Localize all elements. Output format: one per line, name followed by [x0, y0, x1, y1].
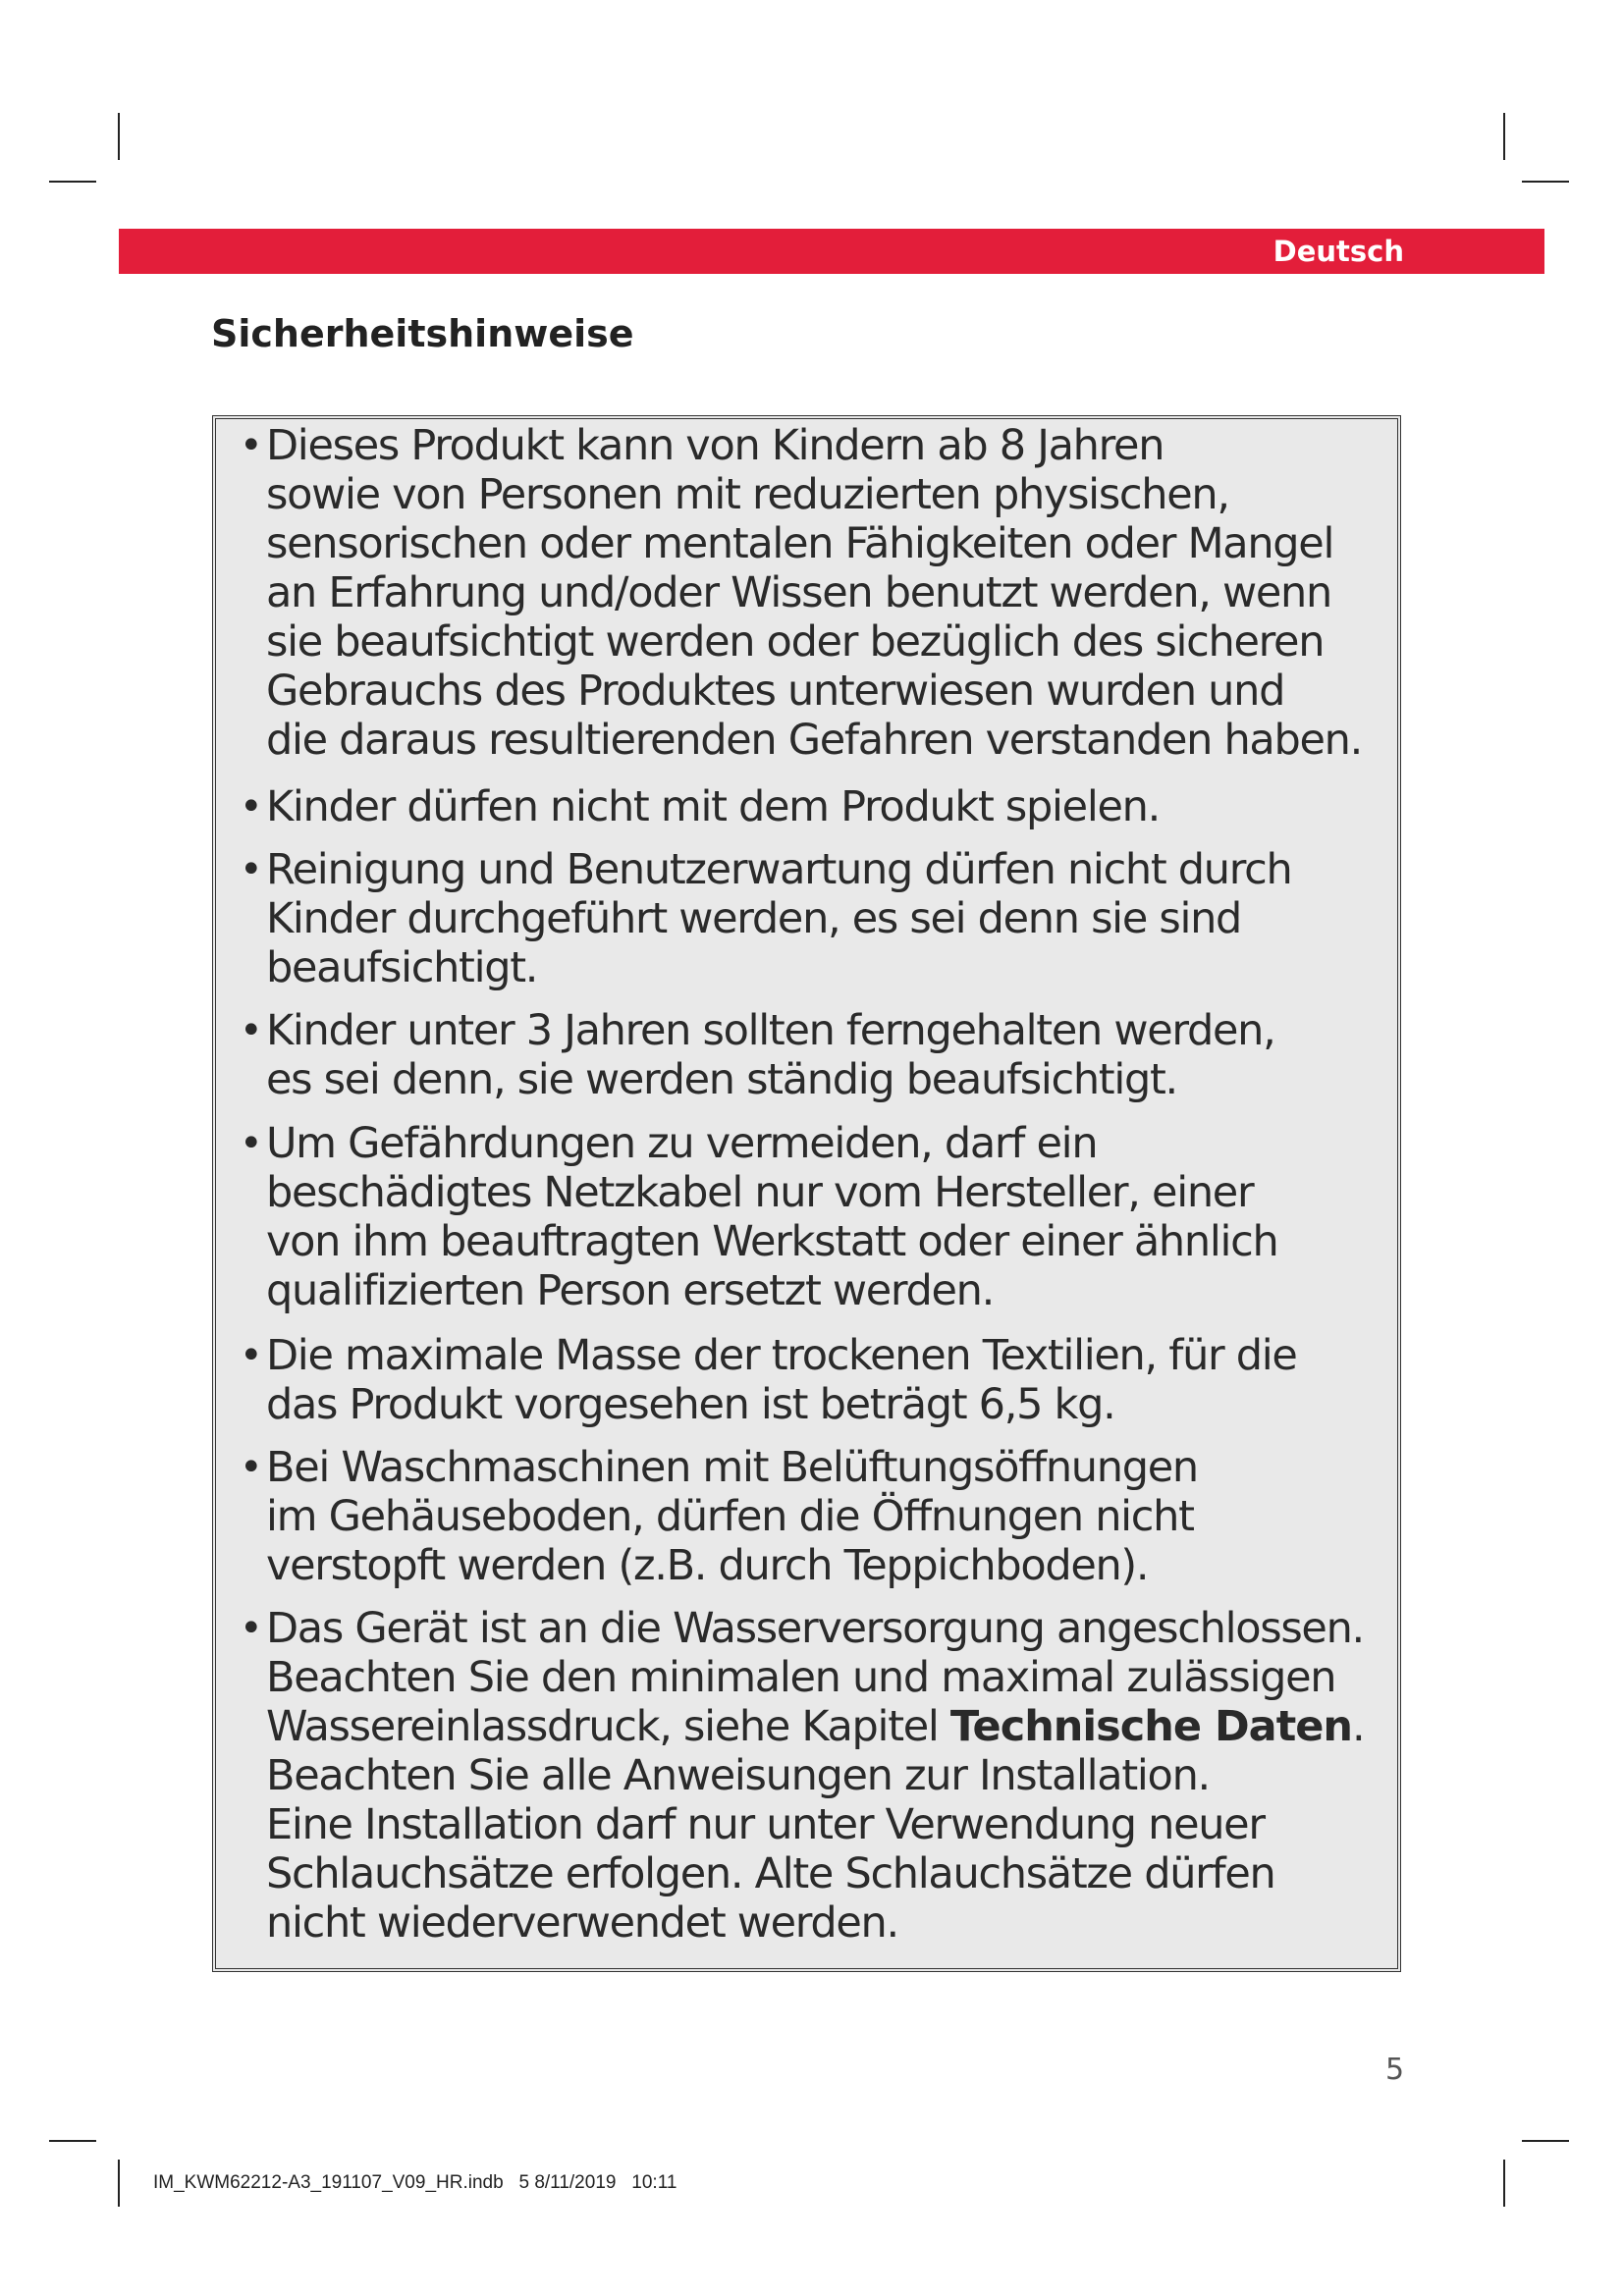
warning-line: Reinigung und Benutzerwartung dürfen nicht durch — [266, 845, 1292, 894]
bullet-icon: • — [240, 784, 262, 829]
bullet-icon: • — [240, 1008, 262, 1053]
warning-line: beaufsichtigt. — [266, 943, 538, 992]
bullet-icon: • — [240, 1606, 262, 1651]
warning-line: im Gehäuseboden, dürfen die Öffnungen nicht — [266, 1492, 1194, 1541]
warning-line: Gebrauchs des Produktes unterwiesen wurden und — [266, 667, 1285, 716]
warning-line: Kinder unter 3 Jahren sollten ferngehalten werden, — [266, 1006, 1275, 1055]
print-slug: IM_KWM62212-A3_191107_V09_HR.indb 5 8/11/2019 10:11 — [153, 2172, 677, 2193]
warning-line: an Erfahrung und/oder Wissen benutzt werden, wenn — [266, 568, 1331, 617]
bullet-icon: • — [240, 1445, 262, 1490]
crop-mark-bottom-left-horizontal — [49, 2140, 96, 2142]
crop-mark-top-left-horizontal — [49, 181, 96, 183]
crop-mark-top-right-horizontal — [1522, 181, 1569, 183]
warning-line: Eine Installation darf nur unter Verwendung neuer — [266, 1800, 1265, 1849]
technical-data-reference: Technische Daten — [949, 1702, 1353, 1751]
warning-line: die daraus resultierenden Gefahren verstanden haben. — [266, 716, 1362, 765]
warning-line: nicht wiederverwendet werden. — [266, 1898, 898, 1948]
warning-line: Schlauchsätze erfolgen. Alte Schlauchsätze dürfen — [266, 1849, 1275, 1898]
warning-line — [266, 1702, 1364, 1751]
crop-mark-bottom-right-horizontal — [1522, 2140, 1569, 2142]
warning-line: Bei Waschmaschinen mit Belüftungsöffnungen — [266, 1443, 1198, 1492]
bullet-icon: • — [240, 1333, 262, 1378]
crop-mark-top-right-vertical — [1503, 113, 1505, 160]
warning-line: beschädigtes Netzkabel nur vom Hersteller, einer — [266, 1168, 1254, 1217]
warning-line-text: . — [1352, 1702, 1365, 1751]
bullet-icon: • — [240, 1121, 262, 1166]
bullet-icon: • — [240, 847, 262, 892]
warning-line-text: Wassereinlassdruck, siehe Kapitel — [266, 1702, 950, 1751]
warning-line: sie beaufsichtigt werden oder bezüglich des sicheren — [266, 617, 1325, 667]
crop-mark-bottom-left-vertical — [118, 2160, 120, 2207]
warning-line: Das Gerät ist an die Wasserversorgung angeschlossen. — [266, 1604, 1364, 1653]
warning-line: Beachten Sie alle Anweisungen zur Installation. — [266, 1751, 1210, 1800]
warning-line: qualifizierten Person ersetzt werden. — [266, 1266, 994, 1315]
warning-line: sensorischen oder mentalen Fähigkeiten oder Mangel — [266, 519, 1334, 568]
warning-line: es sei denn, sie werden ständig beaufsichtigt. — [266, 1055, 1177, 1104]
language-header-bar — [119, 229, 1544, 274]
safety-warnings-box — [212, 415, 1401, 1972]
warning-line: verstopft werden (z.B. durch Teppichboden). — [266, 1541, 1149, 1590]
language-label: Deutsch — [1272, 235, 1404, 268]
section-title: Sicherheitshinweise — [211, 312, 634, 355]
crop-mark-top-left-vertical — [118, 113, 120, 160]
warning-line: sowie von Personen mit reduzierten physischen, — [266, 470, 1229, 519]
warning-line: das Produkt vorgesehen ist beträgt 6,5 kg. — [266, 1380, 1115, 1429]
warning-line: Kinder dürfen nicht mit dem Produkt spielen. — [266, 782, 1160, 831]
page-number: 5 — [1385, 2053, 1405, 2087]
warning-line: Um Gefährdungen zu vermeiden, darf ein — [266, 1119, 1098, 1168]
warning-line: Kinder durchgeführt werden, es sei denn sie sind — [266, 894, 1242, 943]
bullet-icon: • — [240, 423, 262, 468]
warning-line: Dieses Produkt kann von Kindern ab 8 Jahren — [266, 421, 1164, 470]
warning-line: von ihm beauftragten Werkstatt oder einer ähnlich — [266, 1217, 1278, 1266]
warning-line: Beachten Sie den minimalen und maximal zulässigen — [266, 1653, 1336, 1702]
crop-mark-bottom-right-vertical — [1503, 2160, 1505, 2207]
warning-line: Die maximale Masse der trockenen Textilien, für die — [266, 1331, 1297, 1380]
